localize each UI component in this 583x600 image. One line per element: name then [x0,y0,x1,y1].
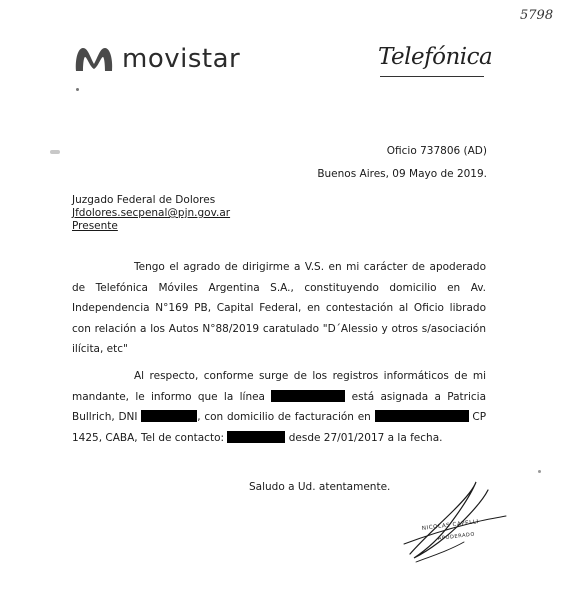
paragraph-2-part-2: está asignada a Patricia Bullrich, DNI [72,390,486,423]
redacted-dni [141,410,197,422]
paragraph-2-part-5: desde 27/01/2017 a la fecha. [288,431,443,444]
movistar-logo [72,44,240,74]
paragraph-2-part-3: , con domicilio de facturación en [197,411,371,423]
recipient-email: Jfdolores.secpenal@pjn.gov.ar [72,207,231,219]
recipient-presente: Presente [72,220,118,232]
signature-role: APODERADO [437,531,476,542]
redacted-contact-phone [227,431,285,443]
speck [538,470,541,473]
paragraph-introduction [72,257,486,360]
signature-block [392,470,512,580]
paragraph-response [72,366,486,448]
signature-name: NICOLAS CAPELLI [421,519,480,532]
paragraph-1-text: Tengo el agrado de dirigirme a V.S. en mi carácter de apoderado de Telefónica Móviles Argentina S.A., constituyendo domicilio en Av. Independencia N°169 PB, Capital Federal, en contestación al Oficio librado con relación a los Autos N°88/2019 caratulado "D´Alessio y otros s/asociación ilícita, etc" [72,261,486,355]
movistar-wordmark: movistar [122,44,241,74]
handwritten-page-number: 5798 [520,8,554,23]
redacted-phone-line [271,390,345,402]
paragraph-2-part-1: Al respecto, conforme surge de los registros informáticos de mi mandante, le informo que la línea [72,370,486,403]
closing-salutation: Saludo a Ud. atentamente. [249,481,391,493]
movistar-m-icon [72,44,116,74]
redacted-billing-address [375,410,469,422]
speck [76,88,79,91]
paragraph-2-part-4: CP 1425, CABA, Tel de contacto: [72,411,487,444]
place-and-date: Buenos Aires, 09 Mayo de 2019. [317,168,487,180]
recipient-court: Juzgado Federal de Dolores [72,194,216,206]
telefonica-wordmark: Telefónica [378,44,493,70]
oficio-reference: Oficio 737806 (AD) [386,145,487,157]
telefonica-underline [380,76,484,77]
punch-hole-mark [50,150,60,154]
telefonica-logo [378,44,493,84]
